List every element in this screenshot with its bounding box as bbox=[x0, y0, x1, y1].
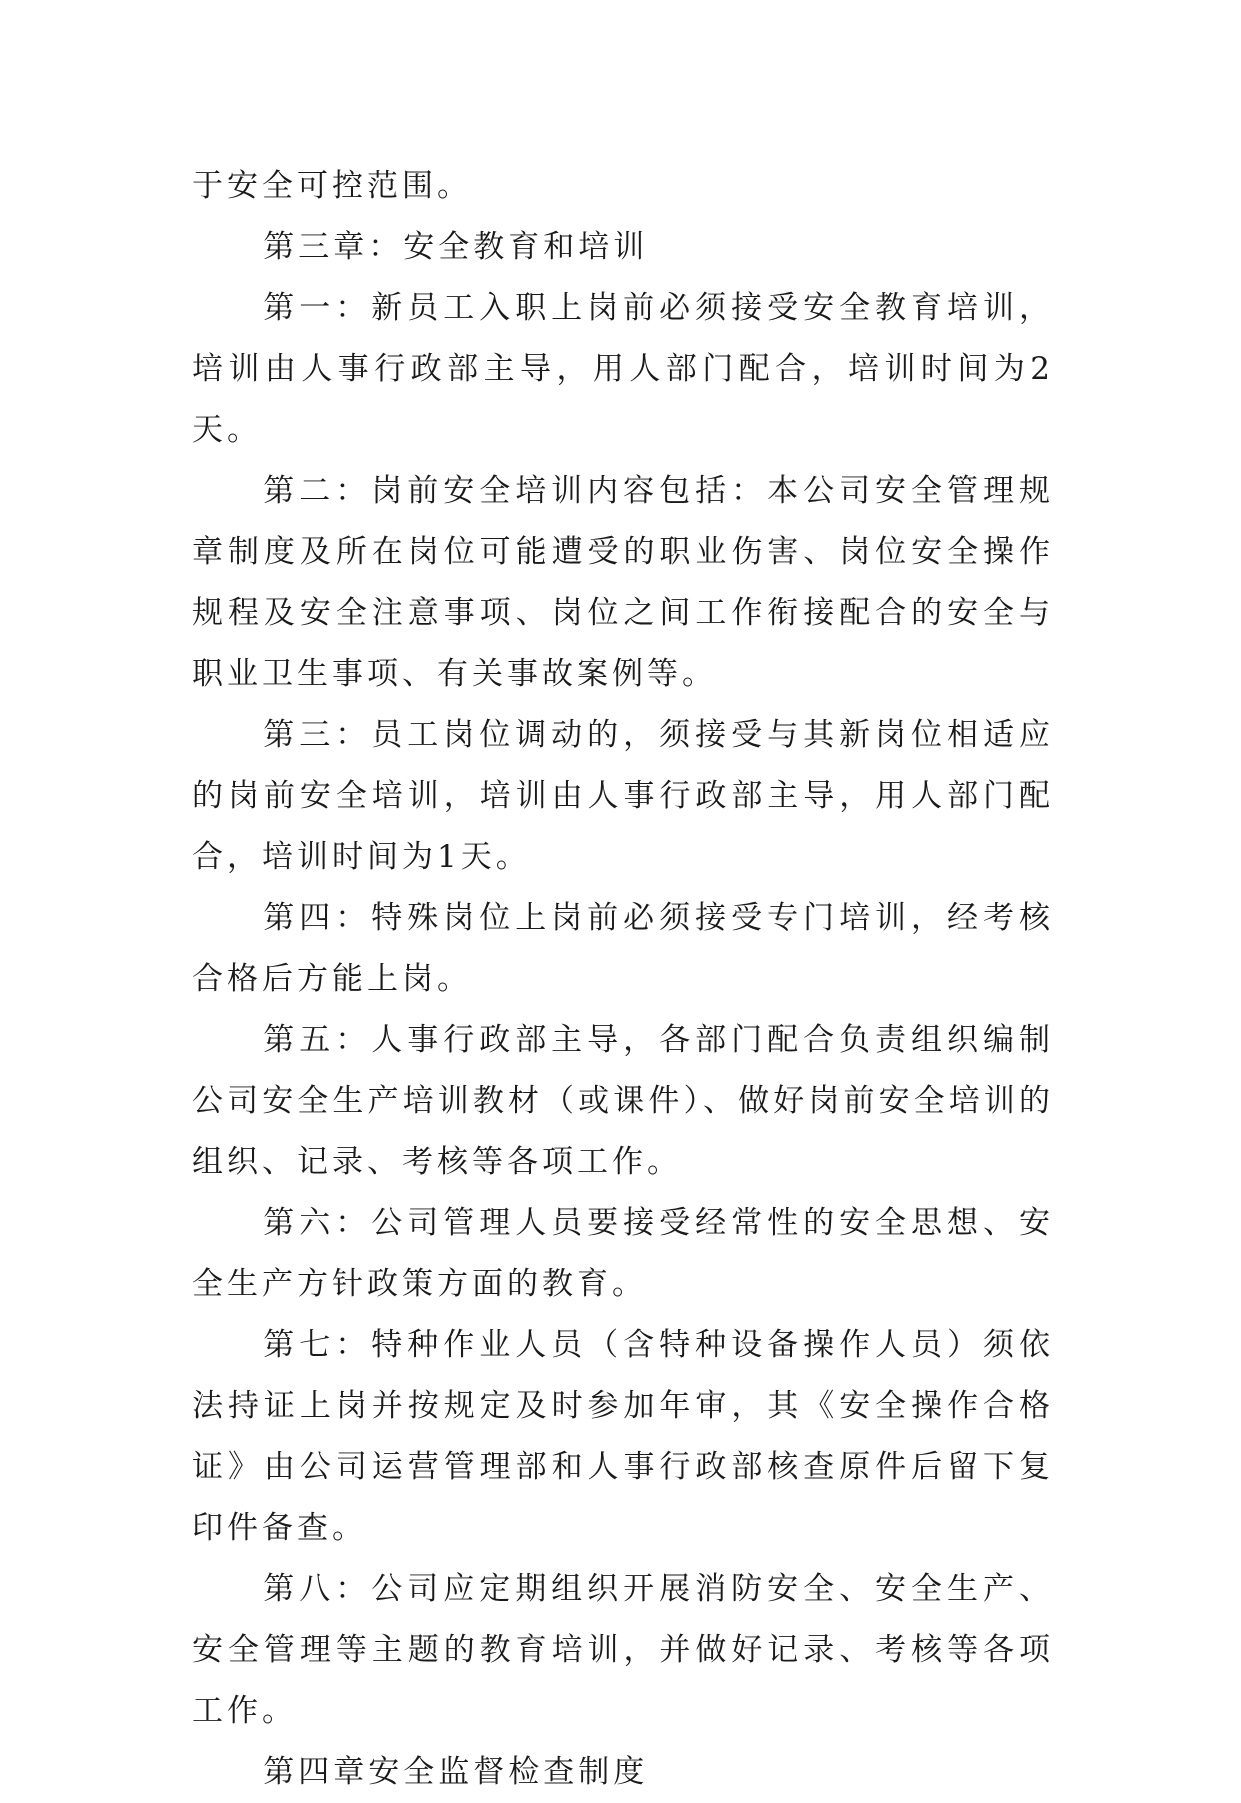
chapter-3-heading: 第三章：安全教育和培训 bbox=[263, 229, 649, 265]
paragraph-continuation: 于安全可控范围。 bbox=[192, 168, 472, 204]
chapter-4-heading: 第四章安全监督检查制度 bbox=[263, 1754, 649, 1790]
article-1: 第一：新员工入职上岗前必须接受安全教育培训，培训由人事行政部主导，用人部门配合，培训时间为2天。 bbox=[192, 290, 1054, 448]
article-5: 第五：人事行政部主导，各部门配合负责组织编制公司安全生产培训教材（或课件）、做好岗前安全培训的组织、记录、考核等各项工作。 bbox=[192, 1022, 1054, 1180]
article-2: 第二：岗前安全培训内容包括：本公司安全管理规章制度及所在岗位可能遭受的职业伤害、岗位安全操作规程及安全注意事项、岗位之间工作衔接配合的安全与职业卫生事项、有关事故案例等。 bbox=[192, 473, 1054, 692]
article-4: 第四：特殊岗位上岗前必须接受专门培训，经考核合格后方能上岗。 bbox=[192, 900, 1054, 997]
article-3: 第三：员工岗位调动的，须接受与其新岗位相适应的岗前安全培训，培训由人事行政部主导，用人部门配合，培训时间为1天。 bbox=[192, 717, 1054, 875]
article-8: 第八：公司应定期组织开展消防安全、安全生产、安全管理等主题的教育培训，并做好记录、考核等各项工作。 bbox=[192, 1571, 1054, 1729]
document-page bbox=[192, 156, 1054, 1803]
article-6: 第六：公司管理人员要接受经常性的安全思想、安全生产方针政策方面的教育。 bbox=[192, 1205, 1054, 1302]
article-7: 第七：特种作业人员（含特种设备操作人员）须依法持证上岗并按规定及时参加年审，其《安全操作合格证》由公司运营管理部和人事行政部核查原件后留下复印件备查。 bbox=[192, 1327, 1054, 1546]
